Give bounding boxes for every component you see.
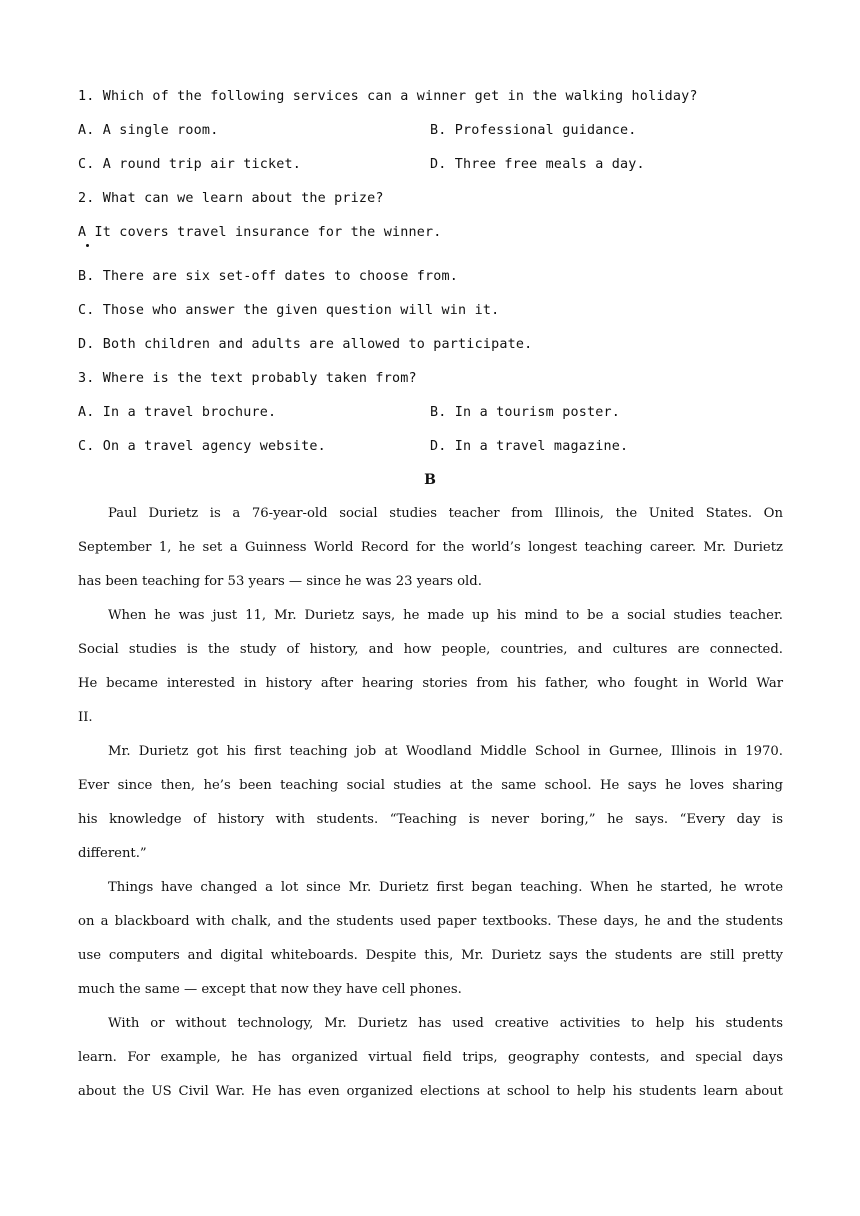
passage-line: has been teaching for 53 years — since he was 23 years old.: [78, 574, 482, 589]
passage-line: II.: [78, 710, 93, 725]
question-1-option-d: D. Three free meals a day.: [430, 157, 645, 172]
question-2-option-b: B. There are six set-off dates to choose from.: [78, 269, 459, 284]
question-2-option-a: A It covers travel insurance for the winner.: [78, 225, 442, 240]
question-2-stem: 2. What can we learn about the prize?: [78, 191, 384, 206]
passage-line: Mr. Durietz got his first teaching job at Woodland Middle School in Gurnee, Illinois in 1970.: [108, 744, 783, 759]
passage-line: He became interested in history after hearing stories from his father, who fought in World War: [78, 676, 783, 691]
question-3-option-a: A. In a travel brochure.: [78, 405, 277, 420]
question-1-stem: 1. Which of the following services can a winner get in the walking holiday?: [78, 89, 698, 104]
passage-line: Paul Durietz is a 76-year-old social studies teacher from Illinois, the United States. On: [108, 506, 783, 521]
passage-line: September 1, he set a Guinness World Record for the world’s longest teaching career. Mr. Durietz: [78, 540, 783, 555]
question-1-option-c: C. A round trip air ticket.: [78, 157, 302, 172]
passage-line: on a blackboard with chalk, and the students used paper textbooks. These days, he and the students: [78, 914, 783, 929]
passage-line: Things have changed a lot since Mr. Durietz first began teaching. When he started, he wrote: [108, 880, 783, 895]
question-3-option-d: D. In a travel magazine.: [430, 439, 629, 454]
stray-dot-mark: [86, 244, 89, 247]
question-3-option-b: B. In a tourism poster.: [430, 405, 621, 420]
passage-line: his knowledge of history with students. “Teaching is never boring,” he says. “Every day is: [78, 812, 783, 827]
passage-line: about the US Civil War. He has even organized elections at school to help his students learn about: [78, 1084, 783, 1099]
passage-line: learn. For example, he has organized virtual field trips, geography contests, and special days: [78, 1050, 783, 1065]
question-3-stem: 3. Where is the text probably taken from?: [78, 371, 417, 386]
passage-line: Ever since then, he’s been teaching social studies at the same school. He says he loves sharing: [78, 778, 783, 793]
passage-line: With or without technology, Mr. Durietz has used creative activities to help his students: [108, 1016, 783, 1031]
question-2-option-c: C. Those who answer the given question will win it.: [78, 303, 500, 318]
passage-line: When he was just 11, Mr. Durietz says, he made up his mind to be a social studies teacher.: [108, 608, 783, 623]
question-3-option-c: C. On a travel agency website.: [78, 439, 326, 454]
passage-line: Social studies is the study of history, and how people, countries, and cultures are connected.: [78, 642, 783, 657]
passage-line: much the same — except that now they have cell phones.: [78, 982, 462, 997]
question-1-option-b: B. Professional guidance.: [430, 123, 637, 138]
question-1-option-a: A. A single room.: [78, 123, 219, 138]
passage-line: different.”: [78, 846, 147, 861]
section-b-heading: B: [424, 472, 436, 488]
passage-line: use computers and digital whiteboards. Despite this, Mr. Durietz says the students are still pretty: [78, 948, 783, 963]
question-2-option-d: D. Both children and adults are allowed to participate.: [78, 337, 533, 352]
